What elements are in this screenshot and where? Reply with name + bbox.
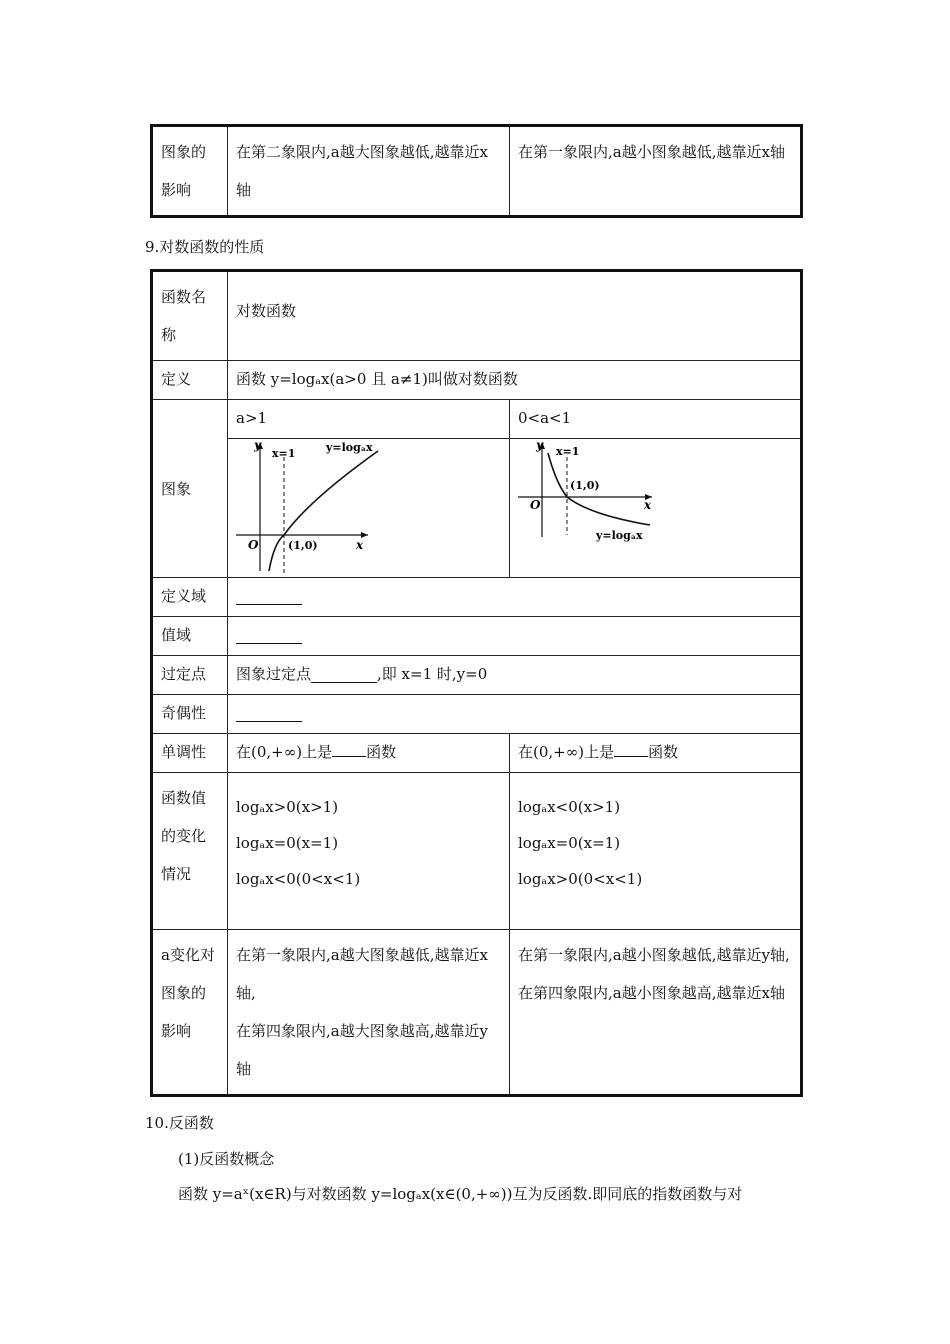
- effect-cell-1: [228, 930, 510, 1096]
- mono-text-b: 函数: [366, 743, 397, 761]
- effect-line: 在第一象限内,a越大图象越低,越靠近x轴,: [236, 946, 488, 1002]
- origin-label: O: [248, 538, 259, 552]
- mono-text-b2: 函数: [648, 743, 679, 761]
- point-text-a: 图象过定点: [236, 665, 312, 683]
- mono-cell-1: [228, 734, 510, 773]
- y-label: y: [536, 439, 543, 452]
- values-label: 函数值的变化情况: [152, 773, 228, 930]
- mono-blank-2: [614, 742, 648, 757]
- values-line: logₐx>0(0<x<1): [518, 870, 643, 888]
- point-cell: [228, 656, 802, 695]
- values-line: logₐx<0(0<x<1): [236, 870, 361, 888]
- values-line: logₐx=0(x=1): [236, 834, 339, 852]
- parity-label: 奇偶性: [152, 695, 228, 734]
- vline-label: x=1: [556, 445, 580, 458]
- point-label: 过定点: [152, 656, 228, 695]
- name-label: 函数名称: [152, 271, 228, 361]
- effect-line: 在第四象限内,a越小图象越高,越靠近x轴: [518, 984, 785, 1002]
- log-graph-decreasing: [510, 439, 802, 577]
- graph-a-lt-1: [510, 439, 802, 578]
- point-label: (1,0): [570, 479, 600, 492]
- graph-case1: a>1: [228, 400, 510, 439]
- values-cell-1: [228, 773, 510, 930]
- curve-label: y=logₐx: [596, 529, 643, 542]
- effect-label: a变化对图象的影响: [152, 930, 228, 1096]
- def-label: 定义: [152, 361, 228, 400]
- range-blank: [236, 629, 302, 644]
- effect-line: 在第一象限内,a越小图象越低,越靠近y轴,: [518, 946, 790, 964]
- point-blank: [311, 668, 377, 683]
- cell-case1: 在第二象限内,a越大图象越低,越靠近x轴: [228, 126, 510, 217]
- section-10-paragraph: 函数 y=aˣ(x∈R)与对数函数 y=logₐx(x∈(0,+∞))互为反函数.即同底的指数函数与对: [178, 1185, 743, 1203]
- mono-text-a2: 在(0,+∞)上是: [518, 743, 615, 761]
- x-label: x: [356, 538, 364, 552]
- cell-case2: 在第一象限内,a越小图象越低,越靠近x轴: [510, 126, 802, 217]
- name-value: 对数函数: [228, 271, 802, 361]
- section-9-title: 9.对数函数的性质: [145, 238, 265, 256]
- vline-label: x=1: [272, 447, 296, 460]
- mono-label: 单调性: [152, 734, 228, 773]
- values-line: logₐx>0(x>1): [236, 798, 339, 816]
- origin-label: O: [530, 498, 541, 512]
- point-label: (1,0): [288, 539, 318, 552]
- values-line: logₐx=0(x=1): [518, 834, 621, 852]
- log-graph-increasing: [228, 439, 510, 577]
- mono-cell-2: [510, 734, 802, 773]
- parity-blank: [236, 707, 302, 722]
- x-label: x: [644, 498, 652, 512]
- graph-a-gt-1: [228, 439, 510, 578]
- graph-label: 图象: [152, 400, 228, 578]
- row-label: 图象的影响: [152, 126, 228, 217]
- effect-line: 在第四象限内,a越大图象越高,越靠近y轴: [236, 1022, 488, 1078]
- domain-label: 定义域: [152, 578, 228, 617]
- parity-cell: [228, 695, 802, 734]
- def-value: 函数 y=logₐx(a>0 且 a≠1)叫做对数函数: [228, 361, 802, 400]
- values-line: logₐx<0(x>1): [518, 798, 621, 816]
- mono-text-a: 在(0,+∞)上是: [236, 743, 333, 761]
- domain-cell: [228, 578, 802, 617]
- y-label: y: [254, 439, 261, 452]
- values-cell-2: [510, 773, 802, 930]
- point-text-b: ,即 x=1 时,y=0: [377, 665, 488, 683]
- curve-label: y=logₐx: [326, 441, 373, 454]
- range-cell: [228, 617, 802, 656]
- log-curve: [269, 451, 378, 571]
- section-10-title: 10.反函数: [145, 1114, 214, 1132]
- domain-blank: [236, 590, 302, 605]
- section-10-subtitle: (1)反函数概念: [178, 1150, 275, 1168]
- effect-table-top: [150, 124, 803, 218]
- log-properties-table: [150, 269, 803, 1097]
- graph-case2: 0<a<1: [510, 400, 802, 439]
- effect-cell-2: [510, 930, 802, 1096]
- mono-blank-1: [332, 742, 366, 757]
- range-label: 值域: [152, 617, 228, 656]
